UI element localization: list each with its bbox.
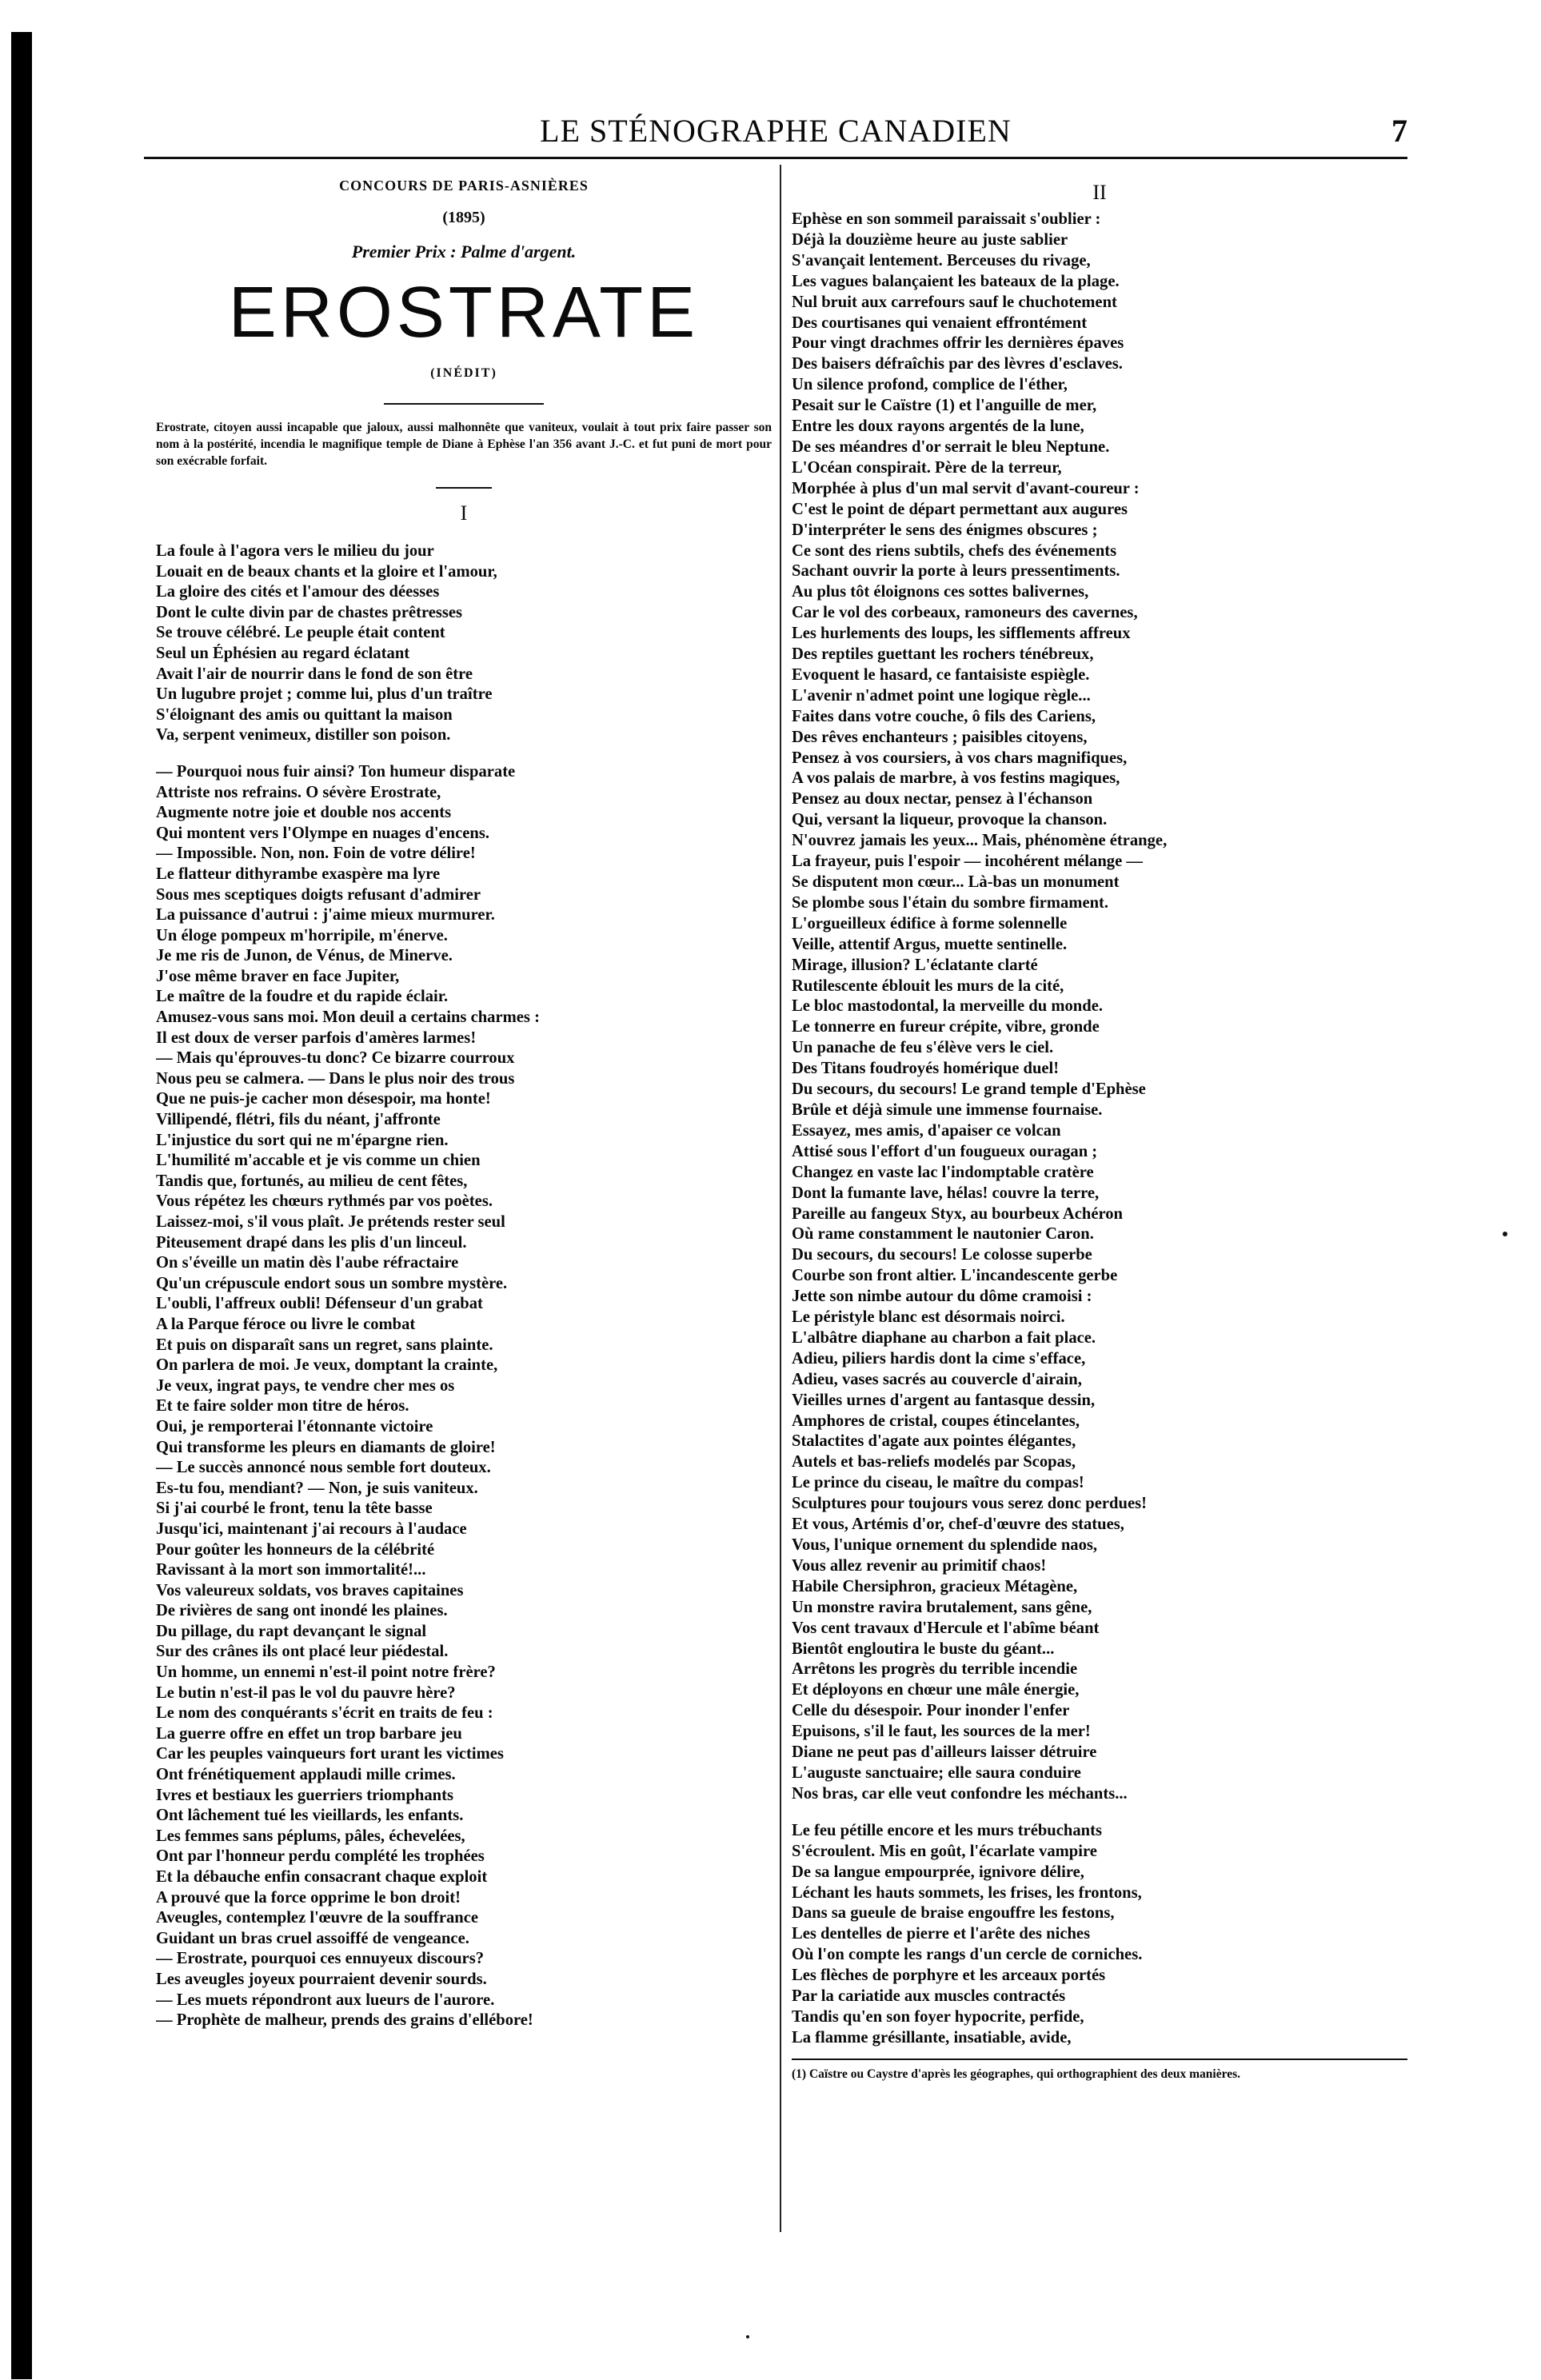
verse-line: Entre les doux rayons argentés de la lune,	[792, 417, 1084, 436]
verse-line: Les vagues balançaient les bateaux de la plage.	[792, 272, 1120, 290]
verse-line: Ont lâchement tué les vieillards, les enfants.	[156, 1807, 464, 1825]
verse-line: Villipendé, flétri, fils du néant, j'affronte	[156, 1111, 441, 1129]
verse-line: Des rêves enchanteurs ; paisibles citoyens,	[792, 728, 1088, 746]
verse-line: Nul bruit aux carrefours sauf le chuchotement	[792, 293, 1117, 311]
verse-line: Adieu, vases sacrés au couvercle d'airain,	[792, 1370, 1082, 1388]
verse-line: Le flatteur dithyrambe exaspère ma lyre	[156, 865, 441, 883]
verse-line: Si j'ai courbé le front, tenu la tête basse	[156, 1499, 433, 1518]
verse-line: Un lugubre projet ; comme lui, plus d'un traître	[156, 685, 493, 704]
header-rule	[144, 157, 1407, 159]
verse-line: Attisé sous l'effort d'un fougueux ouragan ;	[792, 1142, 1098, 1160]
verse-line: S'écroulent. Mis en goût, l'écarlate vampire	[792, 1842, 1097, 1860]
verse-line: Je me ris de Junon, de Vénus, de Minerve.	[156, 947, 453, 965]
verse-line: Guidant un bras cruel assoiffé de vengeance.	[156, 1929, 469, 1947]
verse-line: Du secours, du secours! Le grand temple d'Ephèse	[792, 1080, 1146, 1099]
verse-line: Dont le culte divin par de chastes prêtresses	[156, 603, 463, 621]
verse-line: Des reptiles guettant les rochers ténébreux,	[792, 645, 1094, 664]
verse-line: Nos bras, car elle veut confondre les méchants...	[792, 1784, 1128, 1803]
verse-line: Ivres et bestiaux les guerriers triomphants	[156, 1786, 453, 1804]
verse-line: Va, serpent venimeux, distiller son poison.	[156, 726, 451, 745]
verse-line: Le maître de la foudre et du rapide éclair.	[156, 988, 449, 1006]
verse-line: Augmente notre joie et double nos accents	[156, 804, 452, 822]
verse-line: L'Océan conspirait. Père de la terreur,	[792, 458, 1062, 477]
verse-line: Les femmes sans péplums, pâles, échevelées,	[156, 1827, 465, 1845]
verse-line: Par la cariatide aux muscles contractés	[792, 1987, 1066, 2006]
verse-line: S'éloignant des amis ou quittant la maison	[156, 705, 453, 724]
verse-line: Autels et bas-reliefs modelés par Scopas,	[792, 1453, 1076, 1472]
stanza	[792, 1821, 1407, 2049]
verse-line: Courbe son front altier. L'incandescente gerbe	[792, 1267, 1118, 1285]
intro-paragraph: Erostrate, citoyen aussi incapable que jaloux, aussi malhonnête que vaniteux, voulait à tout prix faire passer son nom à la postérité, incendia le magnifique temple de Diane à Ephèse l'an 356 avant J.-C. et fut puni de mort pour son exécrable forfait.	[156, 421, 772, 468]
verse-line: Es-tu fou, mendiant? — Non, je suis vaniteux.	[156, 1479, 478, 1497]
verse-line: Un panache de feu s'élève vers le ciel.	[792, 1039, 1054, 1057]
verse-line: Des courtisanes qui venaient effrontément	[792, 313, 1088, 332]
verse-line: Jusqu'ici, maintenant j'ai recours à l'audace	[156, 1519, 467, 1538]
verse-line: Le bloc mastodontal, la merveille du monde.	[792, 997, 1103, 1016]
stanza	[156, 541, 772, 746]
verse-line: Vos valeureux soldats, vos braves capitaines	[156, 1581, 464, 1599]
right-column	[792, 170, 1407, 2082]
verse-line: — Prophète de malheur, prends des grains d'ellébore!	[156, 2011, 533, 2030]
title-rule	[384, 403, 544, 405]
verse-line: Oui, je remporterai l'étonnante victoire	[156, 1417, 433, 1436]
verse-line: Brûle et déjà simule une immense fournaise.	[792, 1100, 1103, 1119]
verse-line: Où rame constamment le nautonier Caron.	[792, 1225, 1094, 1244]
verse-line: La puissance d'autrui : j'aime mieux murmurer.	[156, 906, 495, 924]
verse-line: Celle du désespoir. Pour inonder l'enfer	[792, 1702, 1070, 1720]
intro-rule	[436, 487, 492, 489]
publication-title: LE STÉNOGRAPHE CANADIEN	[540, 113, 1012, 149]
verse-line: N'ouvrez jamais les yeux... Mais, phénomène étrange,	[792, 832, 1168, 850]
verse-line: A la Parque féroce ou livre le combat	[156, 1315, 416, 1333]
scan-speck	[1503, 1232, 1507, 1236]
verse-line: Léchant les hauts sommets, les frises, les frontons,	[792, 1883, 1142, 1902]
verse-line: Changez en vaste lac l'indomptable cratère	[792, 1163, 1094, 1181]
verse-line: Déjà la douzième heure au juste sablier	[792, 230, 1068, 249]
verse-line: Amphores de cristal, coupes étincelantes,	[792, 1412, 1080, 1430]
verse-line: Stalactites d'agate aux pointes élégantes,	[792, 1432, 1076, 1451]
verse-line: De ses méandres d'or serrait le bleu Neptune.	[792, 437, 1110, 456]
verse-line: Le feu pétille encore et les murs trébuchants	[792, 1821, 1102, 1839]
verse-line: Rutilescente éblouit les murs de la cité,	[792, 976, 1064, 995]
page-number: 7	[1391, 113, 1407, 149]
verse-line: Vieilles urnes d'argent au fantasque dessin,	[792, 1391, 1096, 1409]
verse-line: Adieu, piliers hardis dont la cime s'efface,	[792, 1349, 1086, 1368]
verse-line: D'interpréter le sens des énigmes obscures ;	[792, 521, 1098, 539]
verse-line: Tandis que, fortunés, au milieu de cent fêtes,	[156, 1172, 468, 1190]
verse-line: Les aveugles joyeux pourraient devenir sourds.	[156, 1970, 487, 1988]
verse-line: Evoquent le hasard, ce fantaisiste espiègle.	[792, 665, 1090, 684]
verse-line: Pour goûter les honneurs de la célébrité	[156, 1540, 435, 1559]
verse-line: Vous allez revenir au primitif chaos!	[792, 1556, 1047, 1575]
verse-line: Faites dans votre couche, ô fils des Cariens,	[792, 707, 1096, 725]
verse-line: Morphée à plus d'un mal servit d'avant-coureur :	[792, 479, 1140, 497]
prize-line: Premier Prix : Palme d'argent.	[351, 242, 577, 262]
verse-line: Ce sont des riens subtils, chefs des événements	[792, 541, 1117, 560]
verse-line: Laissez-moi, s'il vous plaît. Je prétends rester seul	[156, 1213, 505, 1231]
verse-line: Amusez-vous sans moi. Mon deuil a certains charmes :	[156, 1008, 540, 1027]
verse-line: L'avenir n'admet point une logique règle...	[792, 686, 1091, 705]
verse-line: L'auguste sanctuaire; elle saura conduire	[792, 1763, 1081, 1782]
verse-line: Les dentelles de pierre et l'arête des niches	[792, 1925, 1091, 1943]
verse-line: Un homme, un ennemi n'est-il point notre frère?	[156, 1663, 496, 1682]
stanza	[792, 210, 1407, 1805]
verse-line: C'est le point de départ permettant aux augures	[792, 500, 1128, 518]
verse-line: Se plombe sous l'étain du sombre firmament.	[792, 893, 1109, 912]
verse-line: Ephèse en son sommeil paraissait s'oublier :	[792, 210, 1101, 228]
verse-line: Qui, versant la liqueur, provoque la chanson.	[792, 811, 1108, 829]
verse-line: Au plus tôt éloignons ces sottes balivernes,	[792, 583, 1089, 601]
verse-line: Qu'un crépuscule endort sous un sombre mystère.	[156, 1274, 508, 1292]
footnote: (1) Caïstre ou Caystre d'après les géographes, qui orthographient des deux manières.	[792, 2067, 1241, 2081]
verse-line: La gloire des cités et l'amour des déesses	[156, 583, 440, 601]
verse-line: L'orgueilleux édifice à forme solennelle	[792, 914, 1068, 932]
verse-line: — Pourquoi nous fuir ainsi? Ton humeur disparate	[156, 762, 516, 781]
verse-line: Attriste nos refrains. O sévère Erostrate,	[156, 783, 441, 801]
verse-line: — Le succès annoncé nous semble fort douteux.	[156, 1459, 491, 1477]
verse-line: Pesait sur le Caïstre (1) et l'anguille de mer,	[792, 397, 1097, 415]
verse-line: Qui transforme les pleurs en diamants de gloire!	[156, 1438, 496, 1456]
verse-line: Ravissant à la mort son immortalité!...	[156, 1561, 426, 1579]
verse-line: De rivières de sang ont inondé les plaines.	[156, 1602, 448, 1620]
verse-line: Le prince du ciseau, le maître du compas!	[792, 1474, 1084, 1492]
verse-line: Tandis qu'en son foyer hypocrite, perfide,	[792, 2007, 1084, 2026]
verse-line: Un silence profond, complice de l'éther,	[792, 376, 1068, 394]
verse-line: Le péristyle blanc est désormais noirci.	[792, 1308, 1065, 1327]
verse-line: Diane ne peut pas d'ailleurs laisser détruire	[792, 1743, 1097, 1762]
verse-line: Dans sa gueule de braise engouffre les festons,	[792, 1904, 1115, 1923]
footnote-rule	[792, 2059, 1407, 2060]
verse-line: — Mais qu'éprouves-tu donc? Ce bizarre courroux	[156, 1049, 515, 1068]
scan-edge-bar	[11, 32, 32, 2379]
verse-line: — Impossible. Non, non. Foin de votre délire!	[156, 845, 476, 863]
verse-line: S'avançait lentement. Berceuses du rivage,	[792, 251, 1091, 270]
section-heading-two: II	[1092, 181, 1107, 204]
verse-line: L'oubli, l'affreux oubli! Défenseur d'un grabat	[156, 1295, 483, 1313]
verse-line: L'albâtre diaphane au charbon a fait place.	[792, 1328, 1096, 1347]
verse-line: Et puis on disparaît sans un regret, sans plainte.	[156, 1336, 493, 1354]
verse-line: L'injustice du sort qui ne m'épargne rien.	[156, 1131, 449, 1149]
verse-line: Qui montent vers l'Olympe en nuages d'encens.	[156, 824, 490, 842]
section-heading-one: I	[460, 501, 468, 525]
poem-title: EROSTRATE	[228, 273, 700, 353]
verse-line: On parlera de moi. Je veux, domptant la crainte,	[156, 1356, 498, 1375]
verse-line: Le tonnerre en fureur crépite, vibre, gronde	[792, 1018, 1100, 1036]
verse-line: Et déployons en chœur une mâle énergie,	[792, 1681, 1080, 1699]
verse-line: Du pillage, du rapt devançant le signal	[156, 1622, 427, 1640]
verse-line: Se disputent mon cœur... Là-bas un monument	[792, 873, 1120, 891]
stanza	[156, 762, 772, 2031]
verse-line: — Erostrate, pourquoi ces ennuyeux discours?	[156, 1950, 485, 1968]
verse-line: Car les peuples vainqueurs fort urant les victimes	[156, 1745, 504, 1763]
verse-line: Pensez au doux nectar, pensez à l'échanson	[792, 790, 1093, 809]
contest-year: (1895)	[442, 209, 485, 226]
verse-line: Aveugles, contemplez l'œuvre de la souffrance	[156, 1909, 479, 1927]
verse-line: Sous mes sceptiques doigts refusant d'admirer	[156, 885, 481, 904]
unpublished-note: (INÉDIT)	[430, 366, 497, 380]
verse-line: Mirage, illusion? L'éclatante clarté	[792, 956, 1038, 974]
left-column	[156, 170, 772, 2031]
verse-line: — Les muets répondront aux lueurs de l'aurore.	[156, 1991, 495, 2009]
verse-line: La foule à l'agora vers le milieu du jour	[156, 542, 434, 560]
verse-line: Les hurlements des loups, les sifflements affreux	[792, 625, 1131, 643]
verse-line: Et vous, Artémis d'or, chef-d'œuvre des statues,	[792, 1515, 1124, 1534]
column-divider	[780, 165, 781, 2232]
verse-line: Du secours, du secours! Le colosse superbe	[792, 1246, 1092, 1264]
verse-line: Jette son nimbe autour du dôme cramoisi :	[792, 1288, 1092, 1306]
verse-line: Et la débauche enfin consacrant chaque exploit	[156, 1868, 488, 1886]
verse-line: On s'éveille un matin dès l'aube réfractaire	[156, 1254, 459, 1272]
verse-line: La frayeur, puis l'espoir — incohérent mélange —	[792, 853, 1143, 871]
verse-line: Bientôt engloutira le buste du géant...	[792, 1639, 1055, 1658]
verse-line: J'ose même braver en face Jupiter,	[156, 967, 400, 985]
scan-speck	[746, 2335, 749, 2338]
verse-line: Piteusement drapé dans les plis d'un linceul.	[156, 1233, 467, 1252]
verse-line: A prouvé que la force opprime le bon droit!	[156, 1888, 461, 1907]
verse-line: Avait l'air de nourrir dans le fond de son être	[156, 665, 473, 683]
verse-line: Des Titans foudroyés homérique duel!	[792, 1060, 1060, 1078]
verse-line: Louait en de beaux chants et la gloire et l'amour,	[156, 562, 497, 581]
verse-line: Vous, l'unique ornement du splendide naos,	[792, 1536, 1098, 1554]
verse-line: Des baisers défraîchis par des lèvres d'esclaves.	[792, 355, 1123, 373]
verse-line: Ont par l'honneur perdu complété les trophées	[156, 1847, 485, 1866]
verse-line: Nous peu se calmera. — Dans le plus noir des trous	[156, 1069, 515, 1088]
verse-line: Veille, attentif Argus, muette sentinelle.	[792, 935, 1068, 953]
contest-name: CONCOURS DE PARIS-ASNIÈRES	[339, 178, 589, 194]
verse-line: De sa langue empourprée, ignivore délire,	[792, 1863, 1084, 1881]
right-stanzas	[792, 210, 1407, 2049]
verse-line: Seul un Éphésien au regard éclatant	[156, 644, 410, 662]
verse-line: Vos cent travaux d'Hercule et l'abîme béant	[792, 1619, 1100, 1637]
verse-line: Les flèches de porphyre et les arceaux portés	[792, 1967, 1106, 1985]
verse-line: Pour vingt drachmes offrir les dernières épaves	[792, 334, 1124, 353]
verse-line: Habile Chersiphron, gracieux Métagène,	[792, 1577, 1078, 1595]
verse-line: Epuisons, s'il le faut, les sources de la mer!	[792, 1723, 1091, 1741]
verse-line: Le nom des conquérants s'écrit en traits de feu :	[156, 1704, 493, 1723]
verse-line: A vos palais de marbre, à vos festins magiques,	[792, 769, 1120, 788]
verse-line: Que ne puis-je cacher mon désespoir, ma honte!	[156, 1090, 491, 1108]
verse-line: Il est doux de verser parfois d'amères larmes!	[156, 1028, 477, 1047]
verse-line: Essayez, mes amis, d'apaiser ce volcan	[792, 1121, 1061, 1140]
verse-line: Dont la fumante lave, hélas! couvre la terre,	[792, 1184, 1100, 1202]
verse-line: L'humilité m'accable et je vis comme un chien	[156, 1152, 481, 1170]
verse-line: Le butin n'est-il pas le vol du pauvre hère?	[156, 1683, 456, 1702]
verse-line: Vous répétez les chœurs rythmés par vos poètes.	[156, 1192, 493, 1211]
verse-line: La flamme grésillante, insatiable, avide,	[792, 2028, 1072, 2047]
verse-line: Un éloge pompeux m'horripile, m'énerve.	[156, 926, 448, 944]
verse-line: Sachant ouvrir la porte à leurs pressentiments.	[792, 562, 1120, 581]
verse-line: Sur des crânes ils ont placé leur piédestal.	[156, 1643, 449, 1661]
verse-line: Pareille au fangeux Styx, au bourbeux Achéron	[792, 1204, 1124, 1223]
verse-line: Ont frénétiquement applaudi mille crimes.	[156, 1766, 456, 1784]
verse-line: Pensez à vos coursiers, à vos chars magnifiques,	[792, 749, 1128, 767]
left-stanzas	[156, 541, 772, 2031]
verse-line: Et te faire solder mon titre de héros.	[156, 1397, 409, 1416]
page-header	[144, 112, 1407, 150]
verse-line: Se trouve célébré. Le peuple était content	[156, 624, 445, 642]
verse-line: Arrêtons les progrès du terrible incendie	[792, 1660, 1078, 1679]
verse-line: Je veux, ingrat pays, te vendre cher mes os	[156, 1376, 455, 1395]
verse-line: Un monstre ravira brutalement, sans gêne,	[792, 1598, 1092, 1616]
verse-line: Car le vol des corbeaux, ramoneurs des cavernes,	[792, 604, 1138, 622]
verse-line: La guerre offre en effet un trop barbare jeu	[156, 1724, 462, 1743]
verse-line: Où l'on compte les rangs d'un cercle de corniches.	[792, 1946, 1143, 1964]
verse-line: Sculptures pour toujours vous serez donc perdues!	[792, 1495, 1147, 1513]
